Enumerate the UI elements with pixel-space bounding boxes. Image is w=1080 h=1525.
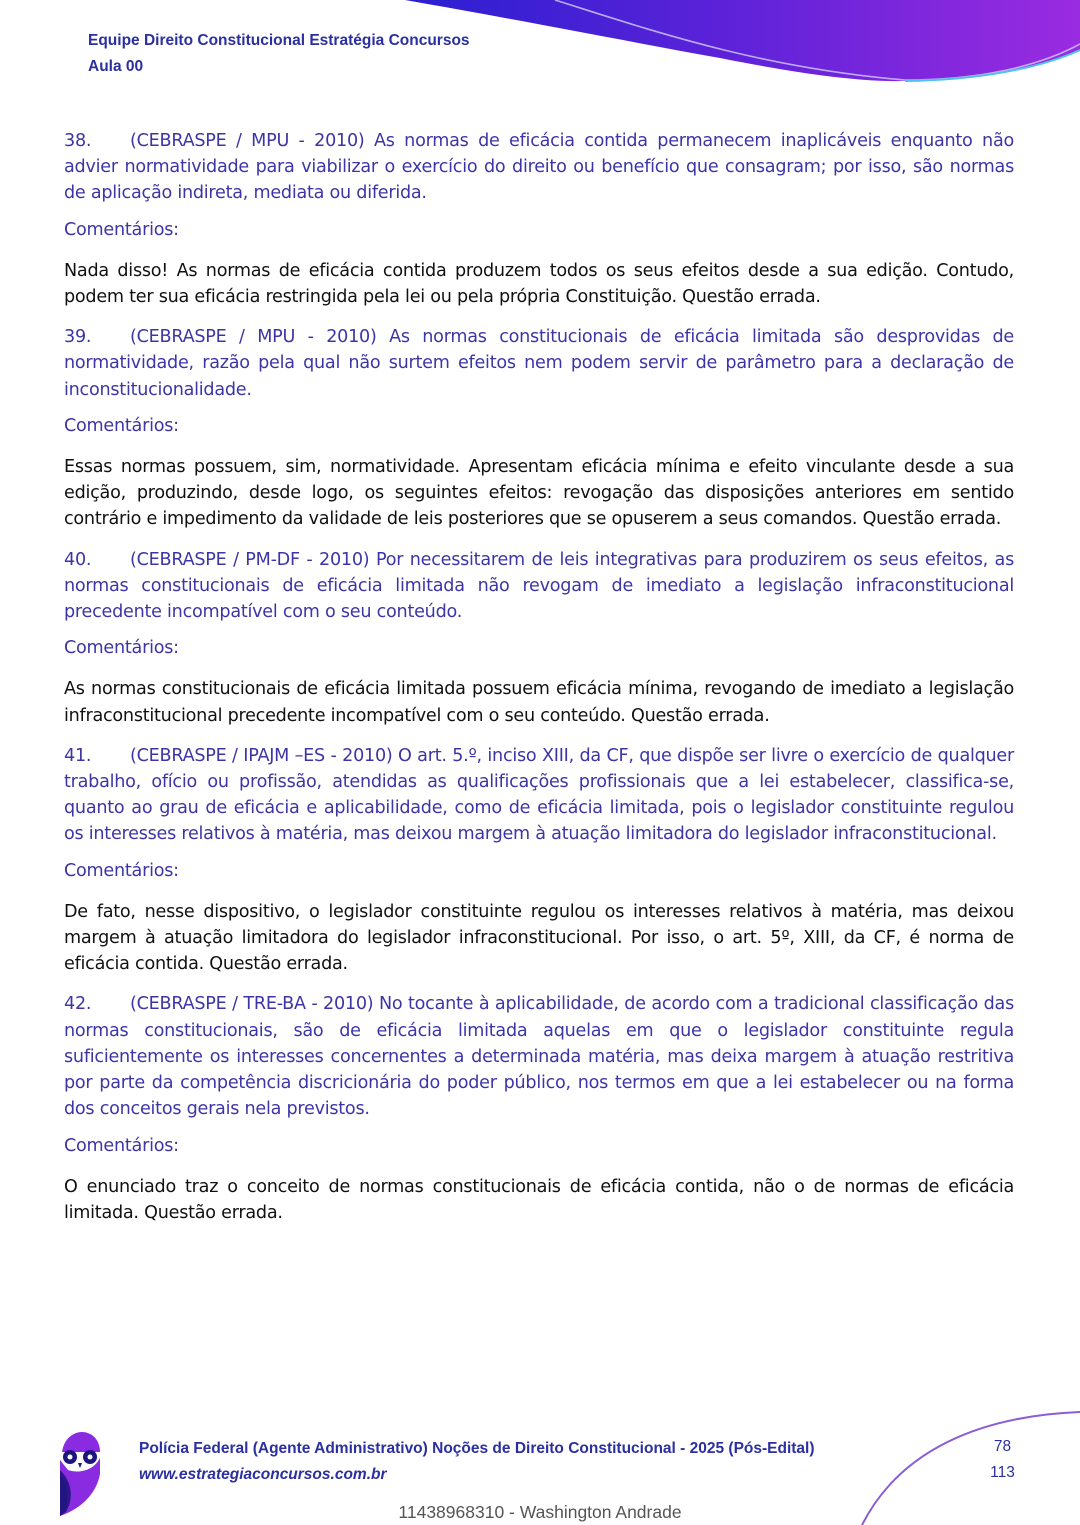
question-statement: (CEBRASPE / IPAJM –ES - 2010) O art. 5.º, inciso XIII, da CF, que dispõe ser livre o exercício de qualquer trabalho, ofício ou profissão, atendidas as qualificações profissionais que a lei estabelecer, classifica-se, quanto ao grau de eficácia e aplicabilidade, como de eficácia limitada, pois o legislador constituinte regulou os interesses relativos à matéria, mas deixou margem à atuação limitadora do legislador infraconstitucional. — [64, 745, 1014, 845]
website-link[interactable]: www.estrategiaconcursos.com.br — [139, 1466, 387, 1483]
page-number-current: 78 — [993, 1438, 1012, 1455]
answer-text: Nada disso! As normas de eficácia contida produzem todos os seus efeitos desde a sua edição. Contudo, podem ter sua eficácia restringida pela lei ou pela própria Constituição. Questão errada. — [64, 260, 1014, 308]
question-block-41 — [64, 743, 1014, 978]
document-body — [64, 128, 1014, 1240]
question-statement: (CEBRASPE / MPU - 2010) As normas constitucionais de eficácia limitada são desprovidas de normatividade, razão pela qual não surtem efeitos nem podem servir de parâmetro para a declaração de inconstitucionalidade. — [64, 327, 1014, 400]
comment-label: Comentários: — [64, 415, 179, 436]
comment-label: Comentários: — [64, 1135, 179, 1156]
watermark: 11438968310 - Washington Andrade — [398, 1502, 682, 1522]
question-text — [64, 128, 1014, 207]
question-statement: (CEBRASPE / PM-DF - 2010) Por necessitarem de leis integrativas para produzirem os seus efeitos, as normas constitucionais de eficácia limitada não revogam de imediato a legislação infraconstitucional precedente incompatível com o seu conteúdo. — [64, 549, 1014, 623]
answer-text: De fato, nesse dispositivo, o legislador constituinte regulou os interesses relativos à matéria, mas deixou margem à atuação limitadora do legislador infraconstitucional. Por isso, o art. 5º, XIII, da CF, é norma de eficácia contida. Questão errada. — [64, 901, 1014, 975]
question-block-38 — [64, 128, 1014, 310]
answer-text: O enunciado traz o conceito de normas constitucionais de eficácia contida, não o de normas de eficácia limitada. Questão errada. — [64, 1176, 1014, 1223]
answer-text: Essas normas possuem, sim, normatividade. Apresentam eficácia mínima e efeito vinculante desde a sua edição, produzindo, desde logo, os seguintes efeitos: revogação das disposições anteriores em sentido contrário e impedimento da validade de leis posteriores que se opuserem a seus comandos. Questão errada. — [64, 457, 1014, 530]
question-statement: (CEBRASPE / MPU - 2010) As normas de eficácia contida permanecem inaplicáveis enquanto não advier normatividade para viabilizar o exercício do direito ou benefício que consagram; por isso, são normas de aplicação indireta, mediata ou diferida. — [64, 131, 1014, 204]
question-block-42 — [64, 991, 1014, 1226]
question-text — [64, 991, 1014, 1122]
question-number: 41. — [64, 745, 92, 766]
question-text — [64, 547, 1014, 626]
header-team: Equipe Direito Constitucional Estratégia Concursos — [88, 32, 470, 49]
question-number: 38. — [64, 131, 92, 151]
comment-label: Comentários: — [64, 860, 179, 881]
question-number: 40. — [64, 549, 92, 570]
question-block-40 — [64, 547, 1014, 729]
page-footer — [0, 1400, 1080, 1525]
answer-text: As normas constitucionais de eficácia limitada possuem eficácia mínima, revogando de imediato a legislação infraconstitucional precedente incompatível com o seu conteúdo. Questão errada. — [64, 679, 1014, 726]
course-title: Polícia Federal (Agente Administrativo) Noções de Direito Constitucional - 2025 (Pós-Edital) — [139, 1440, 815, 1457]
header-lesson: Aula 00 — [88, 58, 144, 75]
question-text — [64, 743, 1014, 848]
question-block-39 — [64, 324, 1014, 532]
comment-label: Comentários: — [64, 219, 179, 240]
question-statement: (CEBRASPE / TRE-BA - 2010) No tocante à aplicabilidade, de acordo com a tradicional classificação das normas constitucionais, são de eficácia limitada aquelas em que o legislador constituinte regula suficientemente os interesses concernentes a determinada matéria, mas deixa margem à atuação restritiva por parte da competência discricionária do poder público, nos termos em que a lei estabelecer ou na forma dos conceitos gerais nela previstos. — [64, 994, 1014, 1120]
comment-label: Comentários: — [64, 638, 179, 659]
question-text — [64, 324, 1014, 403]
header — [88, 28, 470, 80]
question-number: 42. — [64, 994, 92, 1015]
question-number: 39. — [64, 327, 92, 348]
page-number-total: 113 — [990, 1464, 1015, 1481]
